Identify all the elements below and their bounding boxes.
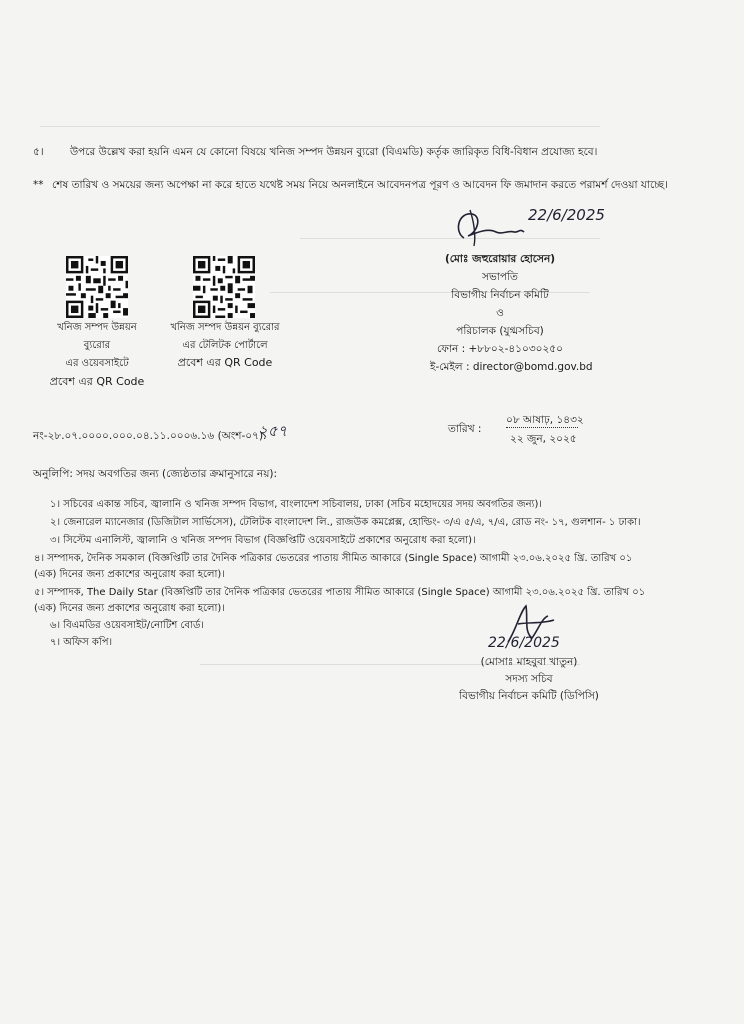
signatory-1-and: ও <box>496 307 504 319</box>
copy-item-6: ৬। বিএমডির ওয়েবসাইট/নোটিশ বোর্ড। <box>50 620 204 631</box>
note-mark: ** <box>33 179 44 191</box>
signatory-2-name: (মোসাঃ মাহবুবা খাতুন) <box>480 656 578 668</box>
qr1-caption-line4: প্রবেশ এর QR Code <box>49 375 145 388</box>
note-text: শেষ তারিখ ও সময়ের জন্য অপেক্ষা না করে হাতে যথেষ্ট সময় নিয়ে অনলাইনে আবেদনপত্র পূরণ ও আবেদন ফি জমাদান করতে পরামর্শ দেওয়া যাচ্ছে। <box>52 179 668 191</box>
qr-code-icon <box>66 256 128 318</box>
date-english: ২২ জুন, ২০২৫ <box>510 433 577 445</box>
signatory-2-role-committee: বিভাগীয় নির্বাচন কমিটি (ডিপিসি) <box>459 690 599 702</box>
qr1-caption-line3: এর ওয়েবসাইটে <box>65 358 129 369</box>
signatory-1-role-chair: সভাপতি <box>482 271 518 283</box>
copy-item-3: ৩। সিস্টেম এনালিস্ট, জ্বালানি ও খনিজ সম্পদ বিভাগ (বিজ্ঞপ্তিটি ওয়েবসাইটে প্রকাশের অনুরোধ করা হলো)। <box>50 535 476 546</box>
memo-number: নং-২৮.০৭.০০০০.০০০.০৪.১১.০০০৬.১৬ (অংশ-০৭). <box>33 430 267 442</box>
date-bangla: ০৮ আষাঢ়, ১৪৩২ <box>506 414 584 426</box>
signatory-1-phone: ফোন : +৮৮০২-৪১০৩০২৫০ <box>437 343 563 355</box>
signatory-1-role-committee: বিভাগীয় নির্বাচন কমিটি <box>451 289 549 301</box>
copy-item-4: ৪। সম্পাদক, দৈনিক সমকাল (বিজ্ঞপ্তিটি তার দৈনিক পত্রিকার ভেতরের পাতায় সীমিত আকারে (Single Space) আগামী ২৩.০৬.২০২৫ খ্রি. তারিখ ০১ <box>34 553 633 564</box>
signature-1-date: 22/6/2025 <box>528 206 605 224</box>
signature-2-date: 22/6/2025 <box>488 635 560 651</box>
copy-item-4-cont: (এক) দিনের জন্য প্রকাশের অনুরোধ করা হলো)। <box>34 569 225 580</box>
memo-handwritten-number: ২৫৭ <box>258 422 288 440</box>
qr2-caption-line2: এর টেলিটক পোর্টালে <box>182 340 268 351</box>
copy-item-2: ২। জেনারেল ম্যানেজার (ডিজিটাল সার্ভিসেস), টেলিটক বাংলাদেশ লি., রাজউক কমপ্লেক্স, হোল্ডিং- ৩/এ ৫/এ, ৭/এ, রোড নং- ১৭, গুলশান- ১ ঢাকা। <box>50 517 641 528</box>
qr-code-icon <box>193 256 255 318</box>
signatory-2-role-secretary: সদস্য সচিব <box>505 673 553 685</box>
bleed-through-line <box>40 126 600 127</box>
signatory-1-name: (মোঃ জহুরোয়ার হোসেন) <box>444 253 556 265</box>
copies-heading: অনুলিপি: সদয় অবগতির জন্য (জ্যেষ্ঠতার ক্রমানুসারে নয়): <box>33 468 278 480</box>
signatory-1-role-director: পরিচালক (যুগ্মসচিব) <box>456 325 544 337</box>
clause-5-text: উপরে উল্লেখ করা হয়নি এমন যে কোনো বিষয়ে খনিজ সম্পদ উন্নয়ন ব্যুরো (বিএমডি) কর্তৃক জারিকৃত বিধি-বিধান প্রযোজ্য হবে। <box>70 146 598 158</box>
clause-5-number: ৫। <box>33 146 44 158</box>
qr1-caption-line2: ব্যুরোর <box>83 340 111 351</box>
qr1-caption-line1: খনিজ সম্পদ উন্নয়ন <box>57 322 137 333</box>
copy-item-1: ১। সচিবের একান্ত সচিব, জ্বালানি ও খনিজ সম্পদ বিভাগ, বাংলাদেশ সচিবালয়, ঢাকা (সচিব মহোদয়ের সদয় অবগতির জন্য)। <box>50 499 542 510</box>
qr2-caption-line1: খনিজ সম্পদ উন্নয়ন ব্যুরোর <box>170 322 280 333</box>
signatory-1-email: ই-মেইল : director@bomd.gov.bd <box>430 361 593 373</box>
date-label: তারিখ : <box>448 423 482 435</box>
copy-item-7: ৭। অফিস কপি। <box>50 637 113 648</box>
copy-item-5-cont: (এক) দিনের জন্য প্রকাশের অনুরোধ করা হলো)। <box>34 603 225 614</box>
copy-item-5: ৫। সম্পাদক, The Daily Star (বিজ্ঞপ্তিটি তার দৈনিক পত্রিকার ভেতরের পাতায় সীমিত আকারে (Single Space) আগামী ২৩.০৬.২০২৫ খ্রি. তারিখ ০১ <box>34 587 646 598</box>
qr2-caption-line3: প্রবেশ এর QR Code <box>177 356 273 369</box>
